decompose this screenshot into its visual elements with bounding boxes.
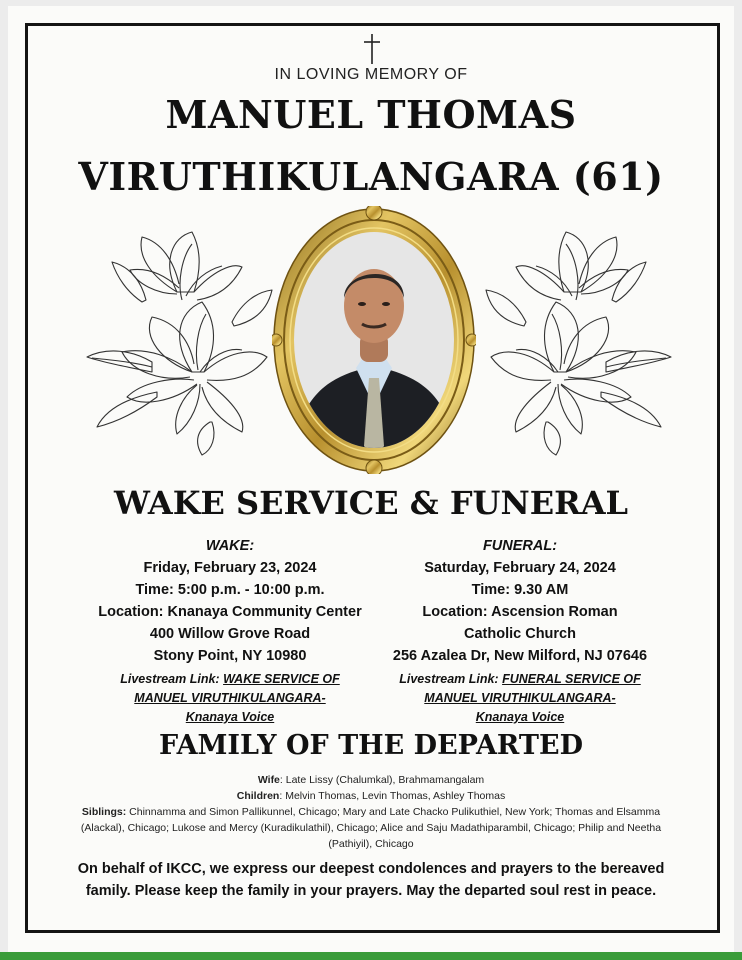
funeral-location: Location: Ascension Roman (422, 604, 618, 620)
wake-date: Friday, February 23, 2024 (143, 560, 317, 576)
family-siblings (60, 804, 682, 852)
funeral-address-line1: Catholic Church (464, 626, 576, 642)
funeral-address-line2: 256 Azalea Dr, New Milford, NJ 07646 (392, 648, 648, 664)
funeral-livestream-link-line2[interactable]: MANUEL VIRUTHIKULANGARA- (424, 691, 616, 705)
wife-label: Wife (257, 774, 280, 786)
service-title: WAKE SERVICE & FUNERAL (113, 484, 629, 522)
wake-livestream-link-line1[interactable]: WAKE SERVICE OF (223, 672, 340, 686)
family-children (60, 788, 682, 804)
wife-text: : Late Lissy (Chalumkal), Brahmamangalam (279, 774, 485, 786)
funeral-livestream-prefix: Livestream Link: (399, 672, 503, 686)
wake-label: WAKE: (205, 538, 255, 554)
funeral-livestream (370, 670, 670, 727)
funeral-details (370, 535, 670, 727)
funeral-label: FUNERAL: (482, 538, 558, 554)
closing-message: On behalf of IKCC, we express our deepest condolences and prayers to the bereaved family. Please keep the family in your prayers. May the departed soul rest in peace. (77, 861, 665, 899)
wake-livestream-link-line3[interactable]: Knanaya Voice (185, 710, 275, 724)
flower-illustration-right (476, 222, 676, 457)
funeral-livestream-link-line3[interactable]: Knanaya Voice (475, 710, 565, 724)
funeral-date: Saturday, February 24, 2024 (424, 560, 616, 576)
portrait-photo (272, 206, 476, 474)
wake-livestream-link-line2[interactable]: MANUEL VIRUTHIKULANGARA- (134, 691, 326, 705)
cross-icon (361, 33, 383, 65)
wake-address-line1: 400 Willow Grove Road (149, 626, 311, 642)
deceased-name-line1: MANUEL THOMAS (165, 92, 577, 137)
funeral-livestream-link-line1[interactable]: FUNERAL SERVICE OF (502, 672, 641, 686)
wake-details (80, 535, 380, 727)
wake-livestream-prefix: Livestream Link: (120, 672, 224, 686)
wake-address-line2: Stony Point, NY 10980 (153, 648, 307, 664)
memory-caption: IN LOVING MEMORY OF (274, 66, 468, 83)
family-wife (60, 772, 682, 788)
flower-illustration-left (82, 222, 282, 457)
deceased-name-line2: VIRUTHIKULANGARA (61) (78, 154, 664, 199)
siblings-text: Chinnamma and Simon Pallikunnel, Chicago; Mary and Late Chacko Pulikuthiel, New York; Thomas and Elsamma (Alackal), Chicago; Lukose and Mercy (Kuradikulathil), Chicago; Alice and Saju Madathiparambil, Chicago; Philip and Neetha (Pathiyil), Chicago (80, 806, 662, 850)
siblings-label: Siblings: (81, 806, 127, 818)
wake-livestream (80, 670, 380, 727)
family-title: FAMILY OF THE DEPARTED (159, 730, 583, 761)
wake-location: Location: Knanaya Community Center (98, 604, 362, 620)
wake-time: Time: 5:00 p.m. - 10:00 p.m. (135, 582, 325, 598)
children-text: : Melvin Thomas, Levin Thomas, Ashley Thomas (279, 790, 506, 802)
children-label: Children (236, 790, 280, 802)
bottom-accent-bar (0, 952, 742, 960)
funeral-time: Time: 9.30 AM (471, 582, 569, 598)
